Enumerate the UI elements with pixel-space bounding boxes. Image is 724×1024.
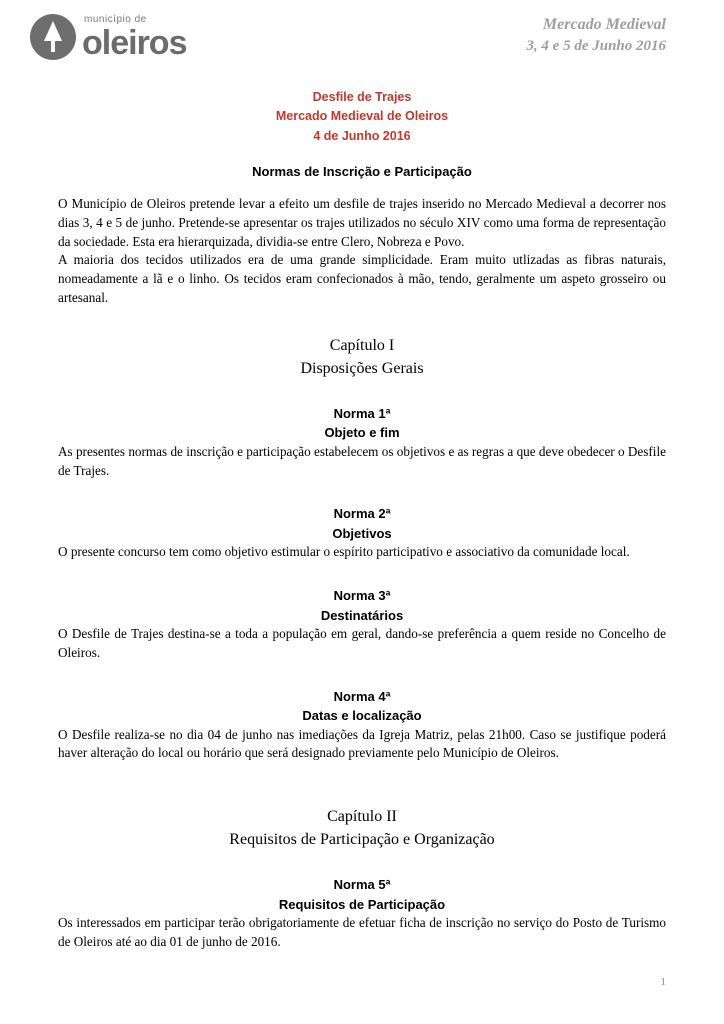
norma-text-4: O Desfile realiza-se no dia 04 de junho nas imediações da Igreja Matriz, pelas 21h00. Caso se justifique poderá haver alteração do local ou horário que será designado previamente pelo Município de Oleiros.	[58, 726, 666, 761]
document-content	[0, 88, 724, 952]
page-number: 1	[660, 976, 666, 988]
norma-number-3: Norma 3ª	[333, 588, 391, 604]
norma-name-5: Requisitos de Participação	[278, 896, 446, 912]
logo-text	[82, 15, 186, 60]
chapter-name-1: Disposições Gerais	[300, 359, 424, 377]
event-header	[526, 14, 666, 56]
chapter-heading-2	[58, 805, 666, 851]
norma-heading-4	[58, 687, 666, 726]
event-dates: 3, 4 e 5 de Junho 2016	[526, 37, 666, 54]
document-title-line-1: Desfile de Trajes	[312, 90, 412, 104]
norma-number-4: Norma 4ª	[333, 688, 391, 704]
document-subtitle: Normas de Inscrição e Participação	[252, 164, 472, 180]
norma-text-5: Os interessados em participar terão obrigatoriamente de efetuar ficha de inscrição no serviço do Posto de Turismo de Oleiros até ao dia 01 de junho de 2016.	[58, 915, 666, 950]
logo-subtitle: município de	[84, 13, 147, 25]
norma-heading-1	[58, 404, 666, 443]
chapter-name-2: Requisitos de Participação e Organização	[229, 831, 495, 849]
chapter-number-2: Capítulo II	[327, 808, 397, 826]
norma-number-5: Norma 5ª	[333, 877, 391, 893]
norma-text-3: O Desfile de Trajes destina-se a toda a população em geral, dando-se preferência a quem reside no Concelho de Oleiros.	[58, 626, 666, 660]
norma-name-4: Datas e localização	[302, 708, 422, 724]
norma-name-3: Destinatários	[320, 607, 404, 623]
norma-heading-5	[58, 875, 666, 914]
intro-block	[58, 195, 666, 307]
logo-name: oleiros	[82, 23, 187, 62]
event-title: Mercado Medieval	[542, 16, 666, 33]
intro-paragraph-2: A maioria dos tecidos utilizados era de uma grande simplicidade. Eram muito utlizadas as fibras naturais, nomeadamente a lã e o linho. Os tecidos eram confecionados à mão, tendo, geralmente um aspeto grosseiro ou artesanal.	[58, 252, 666, 305]
page-header	[0, 0, 724, 72]
norma-heading-2	[58, 504, 666, 543]
tree-in-circle-icon	[30, 14, 76, 60]
oleiros-logo	[30, 14, 186, 60]
norma-text-2: O presente concurso tem como objetivo estimular o espírito participativo e associativo da comunidade local.	[58, 544, 630, 560]
norma-name-1: Objeto e fim	[324, 425, 400, 441]
document-title-line-3: 4 de Junho 2016	[313, 128, 411, 143]
document-title	[58, 88, 666, 146]
intro-paragraph-1: O Município de Oleiros pretende levar a efeito um desfile de trajes inserido no Mercado Medieval a decorrer nos dias 3, 4 e 5 de junho. Pretende-se apresentar os trajes utilizados no século XIV como uma forma de representação da sociedade. Esta era hierarquizada, dividia-se entre Clero, Nobreza e Povo.	[58, 196, 666, 249]
norma-text-1: As presentes normas de inscrição e participação estabelecem os objetivos e as regras a que deve obedecer o Desfile de Trajes.	[58, 443, 666, 478]
norma-number-1: Norma 1ª	[333, 405, 391, 421]
norma-number-2: Norma 2ª	[333, 506, 391, 522]
norma-name-2: Objetivos	[332, 525, 392, 541]
document-title-line-2: Mercado Medieval de Oleiros	[275, 109, 449, 124]
chapter-heading-1	[58, 334, 666, 380]
chapter-number-1: Capítulo I	[329, 336, 395, 354]
norma-heading-3	[58, 586, 666, 625]
